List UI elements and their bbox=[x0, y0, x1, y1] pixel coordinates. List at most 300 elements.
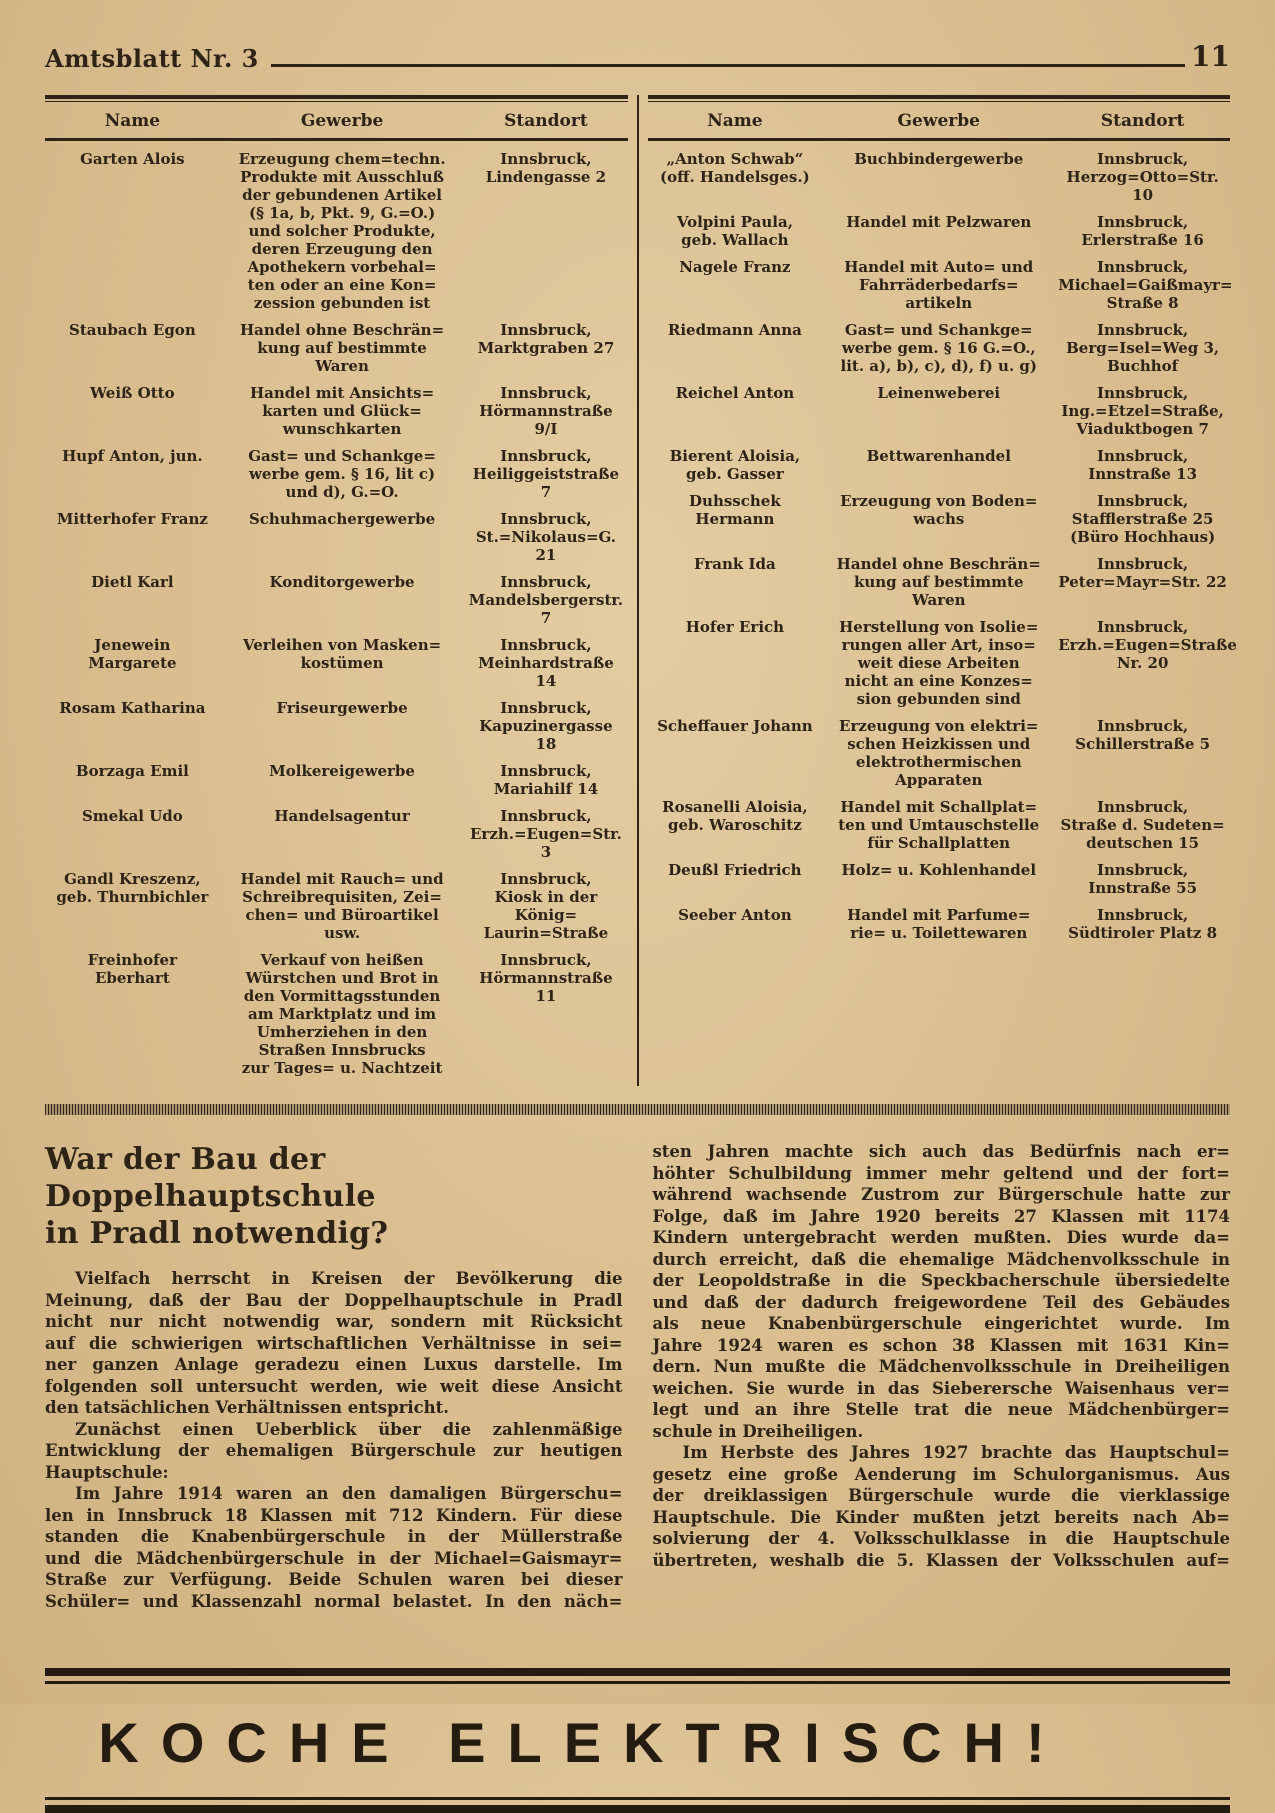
column-header-name: Name bbox=[104, 111, 161, 131]
table-row bbox=[45, 636, 628, 690]
cell-line: Innstraße 55 bbox=[1088, 879, 1198, 897]
article-line: dern. Nun mußte die Mädchenvolksschule in Dreiheiligen bbox=[652, 1357, 1230, 1376]
cell-line: Herstellung von Isolie= bbox=[839, 618, 1039, 636]
cell-line: Innsbruck, bbox=[1096, 618, 1189, 636]
cell-line: werbe gem. § 16 G.=O., bbox=[841, 339, 1036, 357]
cell-line: Innsbruck, bbox=[1096, 150, 1189, 168]
article-paragraph bbox=[653, 1141, 1231, 1442]
cell-line: Duhsschek Hermann bbox=[689, 492, 781, 528]
standort-cell bbox=[1055, 618, 1237, 708]
cell-line: Innsbruck, bbox=[500, 951, 592, 969]
article-line: der dreiklassigen Bürgerschule wurde die vierklassige bbox=[652, 1486, 1230, 1505]
gewerbe-cell bbox=[220, 447, 465, 501]
name-cell bbox=[648, 555, 823, 609]
cell-line: Mitterhofer Franz bbox=[56, 510, 208, 528]
table-vertical-divider bbox=[637, 95, 639, 1086]
column-header-standort: Standort bbox=[504, 111, 588, 131]
cell-line: Kiosk in der König= bbox=[494, 888, 598, 924]
cell-line: weit diese Arbeiten bbox=[857, 654, 1020, 672]
cell-line: Smekal Udo bbox=[81, 807, 183, 825]
cell-line: Innsbruck, bbox=[1096, 861, 1189, 879]
name-cell bbox=[45, 510, 220, 564]
cell-line: wunschkarten bbox=[282, 420, 402, 438]
cell-line: Hörmannstraße 11 bbox=[479, 969, 613, 1005]
cell-line: Friseurgewerbe bbox=[276, 699, 408, 717]
cell-line: Leinenweberei bbox=[877, 384, 1001, 402]
cell-line: Nagele Franz bbox=[679, 258, 791, 276]
cell-line: Handel mit Parfume= bbox=[847, 906, 1031, 924]
standort-cell bbox=[464, 384, 627, 438]
cell-line: ten oder an eine Kon= bbox=[247, 276, 437, 294]
name-cell bbox=[45, 807, 220, 861]
article-line: solvierung der 4. Volksschulklasse in die Hauptschule bbox=[652, 1529, 1230, 1548]
cell-line: ten und Umtauschstelle bbox=[838, 816, 1040, 834]
article-line: Vielfach herrscht in Kreisen der Bevölkerung die bbox=[75, 1269, 623, 1288]
cell-line: deutschen 15 bbox=[1086, 834, 1200, 852]
cell-line: kostümen bbox=[300, 654, 384, 672]
gewerbe-cell bbox=[822, 555, 1055, 609]
table-row bbox=[45, 699, 628, 753]
cell-line: (off. Handelsges.) bbox=[660, 168, 810, 186]
table-body-left bbox=[45, 150, 628, 1077]
cell-line: Innsbruck, bbox=[1096, 555, 1189, 573]
gewerbe-cell bbox=[822, 492, 1055, 546]
table-row bbox=[648, 150, 1231, 204]
cell-line: deren Erzeugung den bbox=[251, 240, 433, 258]
standort-cell bbox=[1055, 213, 1230, 249]
cell-line: Produkte mit Ausschluß bbox=[240, 168, 444, 186]
cell-line: Riedmann Anna bbox=[667, 321, 802, 339]
name-cell bbox=[45, 870, 220, 942]
cell-line: nicht an eine Konzes= bbox=[844, 672, 1033, 690]
table-body-right bbox=[648, 150, 1237, 942]
cell-line: Reichel Anton bbox=[675, 384, 795, 402]
cell-line: Waren bbox=[315, 357, 369, 375]
cell-line: und d), G.=O. bbox=[285, 483, 399, 501]
article-line: Schüler= und Klassenzahl normal belastet. In den näch= bbox=[45, 1591, 623, 1611]
cell-line: Innsbruck, bbox=[500, 870, 592, 888]
cell-line: Innsbruck, bbox=[1096, 447, 1189, 465]
cell-line: Garten Alois bbox=[80, 150, 185, 168]
name-cell bbox=[648, 213, 823, 249]
article-line: Im Jahre 1914 waren an den damaligen Bürgerschu= bbox=[75, 1484, 623, 1503]
cell-line: Jenewein Margarete bbox=[88, 636, 177, 672]
article-line: weichen. Sie wurde in das Sieberersche Waisenhaus ver= bbox=[652, 1378, 1230, 1398]
article-line: der Leopoldstraße in die Speckbacherschule übersiedelte bbox=[652, 1271, 1230, 1290]
cell-line: Erzh.=Eugen=Str. 3 bbox=[469, 825, 622, 861]
cell-line: Innsbruck, bbox=[500, 384, 592, 402]
article-paragraph bbox=[45, 1268, 623, 1419]
article-line: Hauptschule: bbox=[45, 1462, 169, 1482]
gewerbe-cell bbox=[822, 906, 1055, 942]
article-line: schule in Dreiheiligen. bbox=[652, 1421, 864, 1441]
article-title-line: in Pradl notwendig? bbox=[45, 1216, 389, 1251]
cell-line: Apparaten bbox=[895, 771, 983, 789]
table-header-rule bbox=[648, 138, 1231, 141]
standort-cell bbox=[464, 150, 627, 312]
name-cell bbox=[45, 573, 220, 627]
cell-line: Innstraße 13 bbox=[1088, 465, 1198, 483]
table-row bbox=[648, 906, 1231, 942]
cell-line: karten und Glück= bbox=[262, 402, 422, 420]
name-cell bbox=[648, 258, 823, 312]
cell-line: Molkereigewerbe bbox=[269, 762, 415, 780]
table-row bbox=[45, 807, 628, 861]
table-top-rule bbox=[45, 95, 628, 102]
cell-line: Weiß Otto bbox=[90, 384, 175, 402]
cell-line: Innsbruck, bbox=[500, 807, 592, 825]
cell-line: zession gebunden ist bbox=[253, 294, 431, 312]
cell-line: Stafflerstraße 25 bbox=[1071, 510, 1214, 528]
gewerbe-cell bbox=[822, 861, 1055, 897]
cell-line: Michael=Gaißmayr= bbox=[1058, 276, 1233, 294]
cell-line: Staubach Egon bbox=[69, 321, 196, 339]
standort-cell bbox=[1055, 555, 1230, 609]
cell-line: Fahrräderbedarfs= bbox=[858, 276, 1019, 294]
name-cell bbox=[648, 861, 823, 897]
cell-line: Handel ohne Beschrän= bbox=[240, 321, 445, 339]
standort-cell bbox=[464, 321, 627, 375]
cell-line: Hupf Anton, jun. bbox=[62, 447, 203, 465]
cell-line: Holz= u. Kohlenhandel bbox=[841, 861, 1037, 879]
table-row bbox=[648, 555, 1231, 609]
cell-line: (§ 1a, b, Pkt. 9, G.=O.) bbox=[248, 204, 436, 222]
table-row bbox=[45, 573, 628, 627]
standort-cell bbox=[464, 951, 627, 1077]
standort-cell bbox=[1055, 447, 1230, 483]
cell-line: Verkauf von heißen bbox=[260, 951, 424, 969]
cell-line: Innsbruck, bbox=[500, 699, 592, 717]
cell-line: Konditorgewerbe bbox=[269, 573, 415, 591]
cell-line: Rosam Katharina bbox=[59, 699, 206, 717]
gewerbe-cell bbox=[220, 699, 465, 753]
cell-line: Umherziehen in den bbox=[256, 1023, 428, 1041]
cell-line: Gast= und Schankge= bbox=[844, 321, 1033, 339]
table-row bbox=[648, 447, 1231, 483]
cell-line: kung auf bestimmte bbox=[853, 573, 1024, 591]
article-line: als neue Knabenbürgerschule eingerichtet wurde. Im bbox=[652, 1314, 1230, 1333]
cell-line: Innsbruck, bbox=[1096, 321, 1189, 339]
article-line: Zunächst einen Ueberblick über die zahlenmäßige bbox=[75, 1419, 623, 1439]
cell-line: Volpini Paula, bbox=[676, 213, 793, 231]
cell-line: Bettwarenhandel bbox=[866, 447, 1011, 465]
standort-cell bbox=[1055, 717, 1230, 789]
cell-line: Innsbruck, bbox=[500, 762, 592, 780]
cell-line: Gast= und Schankge= bbox=[248, 447, 436, 465]
cell-line: Innsbruck, bbox=[500, 510, 592, 528]
table-row bbox=[45, 762, 628, 798]
cell-line: Handel mit Pelzwaren bbox=[846, 213, 1032, 231]
gewerbe-cell bbox=[220, 807, 465, 861]
cell-line: Innsbruck, bbox=[500, 150, 592, 168]
name-cell bbox=[648, 618, 823, 708]
ad-rule-thin bbox=[45, 1797, 1230, 1800]
business-table-right bbox=[648, 95, 1237, 1086]
gewerbe-cell bbox=[220, 150, 465, 312]
cell-line: Mandelsbergerstr. 7 bbox=[468, 591, 624, 627]
article-line: Kindern untergebracht werden mußten. Dies wurde da= bbox=[652, 1228, 1230, 1247]
name-cell bbox=[45, 762, 220, 798]
cell-line: der gebundenen Artikel bbox=[242, 186, 443, 204]
gewerbe-cell bbox=[822, 717, 1055, 789]
name-cell bbox=[45, 951, 220, 1077]
article bbox=[45, 1141, 1230, 1612]
cell-line: Freinhofer Eberhart bbox=[87, 951, 177, 987]
article-line: und die Mädchenbürgerschule in der Michael=Gaismayr= bbox=[45, 1548, 623, 1568]
ad-text: KOCHE ELEKTRISCH! bbox=[98, 1711, 1067, 1774]
table-row bbox=[45, 951, 628, 1077]
cell-line: Mariahilf 14 bbox=[493, 780, 599, 798]
cell-line: Erzeugung chem=techn. bbox=[238, 150, 446, 168]
standort-cell bbox=[464, 573, 627, 627]
table-row bbox=[45, 510, 628, 564]
cell-line: Heiliggeiststraße 7 bbox=[472, 465, 620, 501]
cell-line: Erzeugung von Boden= bbox=[840, 492, 1038, 510]
ad-bottom-rules bbox=[45, 1797, 1230, 1813]
cell-line: Erzeugung von elektri= bbox=[839, 717, 1039, 735]
standort-cell bbox=[1055, 861, 1230, 897]
cell-line: Südtiroler Platz 8 bbox=[1068, 924, 1218, 942]
cell-line: St.=Nikolaus=G. 21 bbox=[475, 528, 617, 564]
table-header-rule bbox=[45, 138, 628, 141]
cell-line: und solcher Produkte, bbox=[248, 222, 436, 240]
cell-line: Viaduktbogen 7 bbox=[1076, 420, 1209, 438]
table-row bbox=[648, 321, 1231, 375]
cell-line: Nr. 20 bbox=[1116, 654, 1169, 672]
cell-line: (Büro Hochhaus) bbox=[1070, 528, 1216, 546]
cell-line: Deußl Friedrich bbox=[668, 861, 802, 879]
article-line: durch erreicht, daß die ehemalige Mädchenvolksschule in bbox=[652, 1249, 1230, 1269]
cell-line: wachs bbox=[913, 510, 965, 528]
cell-line: schen Heizkissen und bbox=[847, 735, 1031, 753]
article-column-right bbox=[653, 1141, 1231, 1612]
cell-line: geb. Waroschitz bbox=[667, 816, 802, 834]
name-cell bbox=[45, 636, 220, 690]
article-column-left bbox=[45, 1141, 623, 1612]
name-cell bbox=[45, 447, 220, 501]
name-cell bbox=[45, 150, 220, 312]
article-line: sten Jahren machte sich auch das Bedürfnis nach er= bbox=[652, 1142, 1230, 1161]
cell-line: Innsbruck, bbox=[500, 447, 592, 465]
name-cell bbox=[648, 906, 823, 942]
article-title bbox=[45, 1141, 623, 1252]
cell-line: geb. Thurnbichler bbox=[56, 888, 209, 906]
article-line: len in Innsbruck 18 Klassen mit 712 Kindern. Für diese bbox=[45, 1505, 623, 1525]
article-line: auf die schwierigen wirtschaftlichen Verhältnisse in sei= bbox=[45, 1333, 623, 1353]
cell-line: Straße 8 bbox=[1106, 294, 1179, 312]
standort-cell bbox=[464, 870, 627, 942]
cell-line: Schreibrequisiten, Zei= bbox=[242, 888, 442, 906]
cell-line: werbe gem. § 16, lit c) bbox=[249, 465, 436, 483]
table-row bbox=[648, 258, 1231, 312]
table-row bbox=[648, 798, 1231, 852]
cell-line: Schuhmachergewerbe bbox=[248, 510, 436, 528]
table-row bbox=[45, 870, 628, 942]
cell-line: rie= u. Toilettewaren bbox=[850, 924, 1028, 942]
cell-line: Bierent Aloisia, bbox=[669, 447, 801, 465]
cell-line: Hörmannstraße 9/I bbox=[479, 402, 613, 438]
article-line: Jahre 1924 waren es schon 38 Klassen mit 1631 Kin= bbox=[652, 1335, 1230, 1355]
table-row bbox=[648, 384, 1231, 438]
cell-line: Würstchen und Brot in bbox=[245, 969, 439, 987]
table-row bbox=[45, 384, 628, 438]
cell-line: Erlerstraße 16 bbox=[1081, 231, 1204, 249]
cell-line: Peter=Mayr=Str. 22 bbox=[1058, 573, 1227, 591]
cell-line: Handel ohne Beschrän= bbox=[836, 555, 1041, 573]
page-header bbox=[45, 40, 1230, 73]
article-paragraph bbox=[653, 1442, 1231, 1571]
cell-line: Innsbruck, bbox=[1096, 492, 1189, 510]
article-line: Straße zur Verfügung. Beide Schulen waren bei dieser bbox=[45, 1570, 623, 1589]
table-row bbox=[648, 861, 1231, 897]
name-cell bbox=[648, 150, 823, 204]
cell-line: Innsbruck, bbox=[1096, 906, 1189, 924]
gewerbe-cell bbox=[822, 150, 1055, 204]
name-cell bbox=[45, 384, 220, 438]
standort-cell bbox=[1055, 798, 1230, 852]
cell-line: sion gebunden sind bbox=[856, 690, 1021, 708]
name-cell bbox=[648, 717, 823, 789]
gewerbe-cell bbox=[822, 618, 1055, 708]
cell-line: Innsbruck, bbox=[500, 636, 592, 654]
cell-line: Scheffauer Johann bbox=[657, 717, 813, 735]
standort-cell bbox=[1055, 492, 1230, 546]
table-row bbox=[648, 213, 1231, 249]
name-cell bbox=[45, 699, 220, 753]
article-line: während wachsende Zustrom zur Bürgerschule hatte zur bbox=[652, 1185, 1230, 1204]
name-cell bbox=[648, 447, 823, 483]
ad-rule-thick bbox=[45, 1668, 1230, 1676]
cell-line: Borzaga Emil bbox=[75, 762, 189, 780]
cell-line: Straßen Innsbrucks bbox=[258, 1041, 426, 1059]
gewerbe-cell bbox=[220, 762, 465, 798]
cell-line: Herzog=Otto=Str. 10 bbox=[1066, 168, 1219, 204]
cell-line: Handel mit Rauch= und bbox=[240, 870, 444, 888]
table-row bbox=[648, 618, 1237, 708]
standort-cell bbox=[464, 447, 627, 501]
article-line: übertreten, weshalb die 5. Klassen der Volksschulen auf= bbox=[652, 1550, 1230, 1570]
business-registry-tables bbox=[45, 95, 1237, 1086]
gewerbe-cell bbox=[220, 321, 465, 375]
gewerbe-cell bbox=[220, 951, 465, 1077]
gewerbe-cell bbox=[220, 384, 465, 438]
cell-line: Innsbruck, bbox=[1096, 798, 1189, 816]
cell-line: rungen aller Art, inso= bbox=[841, 636, 1036, 654]
cell-line: Handel mit Ansichts= bbox=[250, 384, 435, 402]
cell-line: Handel mit Auto= und bbox=[844, 258, 1034, 276]
cell-line: Laurin=Straße bbox=[483, 924, 609, 942]
cell-line: Seeber Anton bbox=[678, 906, 792, 924]
article-line: Hauptschule. Die Kinder mußten jetzt bereits nach Ab= bbox=[652, 1507, 1230, 1527]
header-title: Amtsblatt Nr. 3 bbox=[45, 44, 259, 73]
cell-line: geb. Wallach bbox=[681, 231, 789, 249]
standort-cell bbox=[1055, 258, 1233, 312]
cell-line: Meinhardstraße 14 bbox=[478, 654, 614, 690]
cell-line: Rosanelli Aloisia, bbox=[662, 798, 808, 816]
column-header-name: Name bbox=[707, 111, 763, 131]
page-number: 11 bbox=[1191, 40, 1230, 73]
standort-cell bbox=[1055, 384, 1230, 438]
ad-top-rules bbox=[45, 1668, 1230, 1684]
gewerbe-cell bbox=[822, 798, 1055, 852]
gewerbe-cell bbox=[220, 870, 465, 942]
standort-cell bbox=[1055, 906, 1230, 942]
cell-line: Marktgraben 27 bbox=[477, 339, 615, 357]
cell-line: Berg=Isel=Weg 3, bbox=[1066, 339, 1220, 357]
standort-cell bbox=[464, 636, 627, 690]
cell-line: Gandl Kreszenz, bbox=[64, 870, 201, 888]
cell-line: usw. bbox=[324, 924, 361, 942]
table-row bbox=[45, 321, 628, 375]
cell-line: elektrothermischen bbox=[855, 753, 1022, 771]
gewerbe-cell bbox=[822, 447, 1055, 483]
article-line: Folge, daß im Jahre 1920 bereits 27 Klassen mit 1174 bbox=[652, 1206, 1230, 1226]
cell-line: artikeln bbox=[905, 294, 973, 312]
cell-line: Ing.=Etzel=Straße, bbox=[1061, 402, 1224, 420]
gewerbe-cell bbox=[822, 213, 1055, 249]
gewerbe-cell bbox=[220, 510, 465, 564]
name-cell bbox=[648, 321, 823, 375]
cell-line: Buchbindergewerbe bbox=[854, 150, 1024, 168]
name-cell bbox=[648, 384, 823, 438]
cell-line: Handel mit Schallplat= bbox=[840, 798, 1038, 816]
standort-cell bbox=[464, 762, 627, 798]
cell-line: Innsbruck, bbox=[1096, 213, 1189, 231]
header-rule bbox=[271, 64, 1185, 67]
name-cell bbox=[648, 798, 823, 852]
gewerbe-cell bbox=[822, 384, 1055, 438]
cell-line: Innsbruck, bbox=[500, 321, 592, 339]
column-header-gewerbe: Gewerbe bbox=[300, 111, 384, 131]
article-line: höhter Schulbildung immer mehr geltend und der fort= bbox=[652, 1163, 1230, 1183]
standort-cell bbox=[1055, 321, 1230, 375]
cell-line: Innsbruck, bbox=[1096, 258, 1189, 276]
cell-line: Handelsagentur bbox=[274, 807, 410, 825]
cell-line: am Marktplatz und im bbox=[248, 1005, 437, 1023]
article-title-line: War der Bau der Doppelhauptschule bbox=[45, 1142, 376, 1214]
article-text-left bbox=[45, 1268, 623, 1612]
article-line: Meinung, daß der Bau der Doppelhauptschule in Pradl bbox=[45, 1290, 623, 1310]
gewerbe-cell bbox=[822, 258, 1055, 312]
name-cell bbox=[648, 492, 823, 546]
cell-line: Buchhof bbox=[1107, 357, 1179, 375]
cell-line: Straße d. Sudeten= bbox=[1060, 816, 1225, 834]
cell-line: Schillerstraße 5 bbox=[1075, 735, 1211, 753]
cell-line: Apothekern vorbehal= bbox=[247, 258, 437, 276]
standort-cell bbox=[464, 510, 627, 564]
cell-line: Verleihen von Masken= bbox=[242, 636, 442, 654]
cell-line: Innsbruck, bbox=[1096, 717, 1189, 735]
standort-cell bbox=[1055, 150, 1230, 204]
cell-line: Dietl Karl bbox=[91, 573, 174, 591]
article-line: ner ganzen Anlage geradezu einen Luxus darstelle. Im bbox=[45, 1355, 623, 1374]
cell-line: Erzh.=Eugen=Straße bbox=[1058, 636, 1237, 654]
cell-line: chen= und Büroartikel bbox=[245, 906, 439, 924]
article-line: gesetz eine große Aenderung im Schulorganismus. Aus bbox=[652, 1464, 1230, 1484]
table-row bbox=[648, 492, 1231, 546]
article-line: folgenden soll untersucht werden, wie weit diese Ansicht bbox=[45, 1376, 623, 1396]
article-line: nicht nur nicht notwendig war, sondern mit Rücksicht bbox=[45, 1312, 623, 1331]
article-paragraph bbox=[45, 1483, 623, 1612]
table-top-rule bbox=[648, 95, 1231, 102]
column-header-gewerbe: Gewerbe bbox=[897, 111, 980, 131]
cell-line: Frank Ida bbox=[693, 555, 776, 573]
article-line: Im Herbste des Jahres 1927 brachte das Hauptschul= bbox=[682, 1443, 1230, 1462]
business-table-left bbox=[45, 95, 628, 1086]
cell-line: den Vormittagsstunden bbox=[243, 987, 441, 1005]
table-header-row bbox=[45, 102, 628, 138]
name-cell bbox=[45, 321, 220, 375]
